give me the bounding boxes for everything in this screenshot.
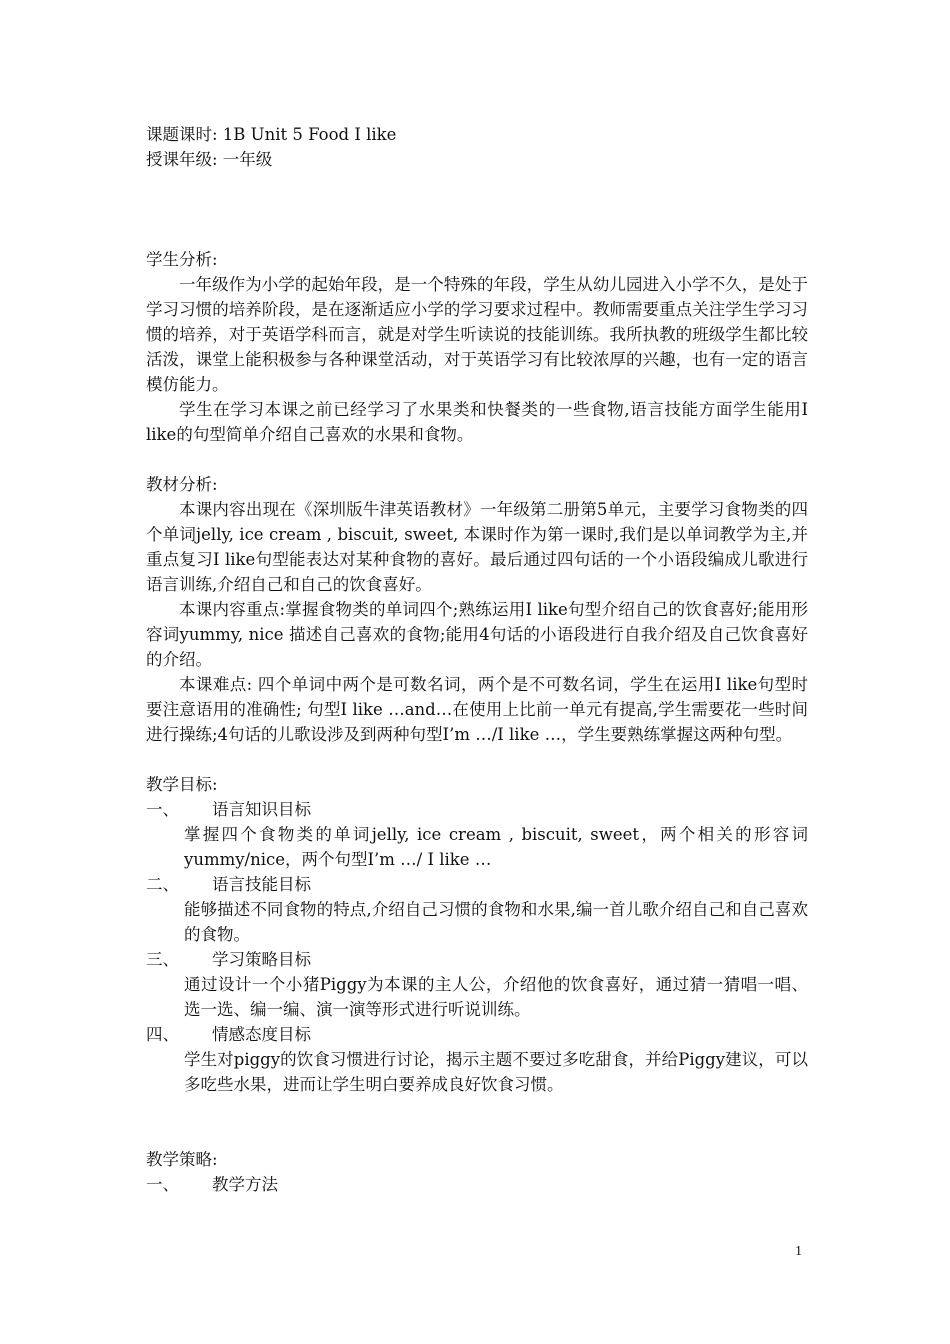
strategy-item [146,1172,808,1197]
grade-line: 授课年级: 一年级 [146,150,273,169]
strategy-number: 一、 [146,1175,179,1194]
objective-number: 二、 [146,875,179,894]
objective-text: 掌握四个食物类的单词jelly, ice cream , biscuit, sweet，两个相关的形容词yummy/nice，两个句型I’m …/ I like … [184,825,808,869]
student-analysis-paragraph-1: 一年级作为小学的起始年段，是一个特殊的年段，学生从幼儿园进入小学不久，是处于学习习惯的培养阶段，是在逐渐适应小学的学习要求过程中。教师需要重点关注学生学习习惯的培养，对于英语学科而言，就是对学生听读说的技能训练。我所执教的班级学生都比较活泼，课堂上能积极参与各种课堂活动，对于英语学习有比较浓厚的兴趣，也有一定的语言模仿能力。 [146,275,808,394]
objective-number: 一、 [146,800,179,819]
objectives-heading: 教学目标: [146,775,218,794]
material-analysis-paragraph-3: 本课难点: 四个单词中两个是可数名词，两个是不可数名词，学生在运用I like句型时要注意语用的准确性; 句型I like …and…在使用上比前一单元有提高,学生需要花一些时间进行操练;4句话的儿歌设涉及到两种句型I’m …/I like …，学生要熟练掌握这两种句型。 [146,675,808,744]
material-analysis-paragraph-2: 本课内容重点:掌握食物类的单词四个;熟练运用I like句型介绍自己的饮食喜好;能用形容词yummy, nice 描述自己喜欢的食物;能用4句话的小语段进行自我介绍及自己饮食喜好的介绍。 [146,600,808,669]
objective-text: 学生对piggy的饮食习惯进行讨论，揭示主题不要过多吃甜食，并给Piggy建议，可以多吃些水果，进而让学生明白要养成良好饮食习惯。 [184,1050,808,1094]
objective-text: 能够描述不同食物的特点,介绍自己习惯的食物和水果,编一首儿歌介绍自己和自己喜欢的食物。 [184,900,808,944]
objective-label: 情感态度目标 [212,1025,311,1044]
material-analysis-heading: 教材分析: [146,475,218,494]
objective-item [146,797,808,822]
strategy-label: 教学方法 [212,1175,278,1194]
objective-item [146,872,808,897]
objective-label: 学习策略目标 [212,950,311,969]
objective-number: 三、 [146,950,179,969]
page-number: 1 [795,1244,802,1259]
objective-label: 语言技能目标 [212,875,311,894]
objective-number: 四、 [146,1025,179,1044]
objective-label: 语言知识目标 [212,800,311,819]
objective-item [146,1022,808,1047]
strategies-heading: 教学策略: [146,1150,218,1169]
student-analysis-paragraph-2: 学生在学习本课之前已经学习了水果类和快餐类的一些食物,语言技能方面学生能用I like的句型简单介绍自己喜欢的水果和食物。 [146,400,808,444]
document-page [146,122,808,1197]
student-analysis-heading: 学生分析: [146,250,218,269]
lesson-title: 课题课时: 1B Unit 5 Food I like [146,125,397,144]
material-analysis-paragraph-1: 本课内容出现在《深圳版牛津英语教材》一年级第二册第5单元，主要学习食物类的四个单词jelly, ice cream , biscuit, sweet, 本课时作为第一课时,我们是以单词教学为主,并重点复习I like句型能表达对某种食物的喜好。最后通过四句话的一个小语段编成儿歌进行语言训练,介绍自己和自己的饮食喜好。 [146,500,808,594]
objective-text: 通过设计一个小猪Piggy为本课的主人公，介绍他的饮食喜好，通过猜一猜唱一唱、选一选、编一编、演一演等形式进行听说训练。 [184,975,808,1019]
objective-item [146,947,808,972]
